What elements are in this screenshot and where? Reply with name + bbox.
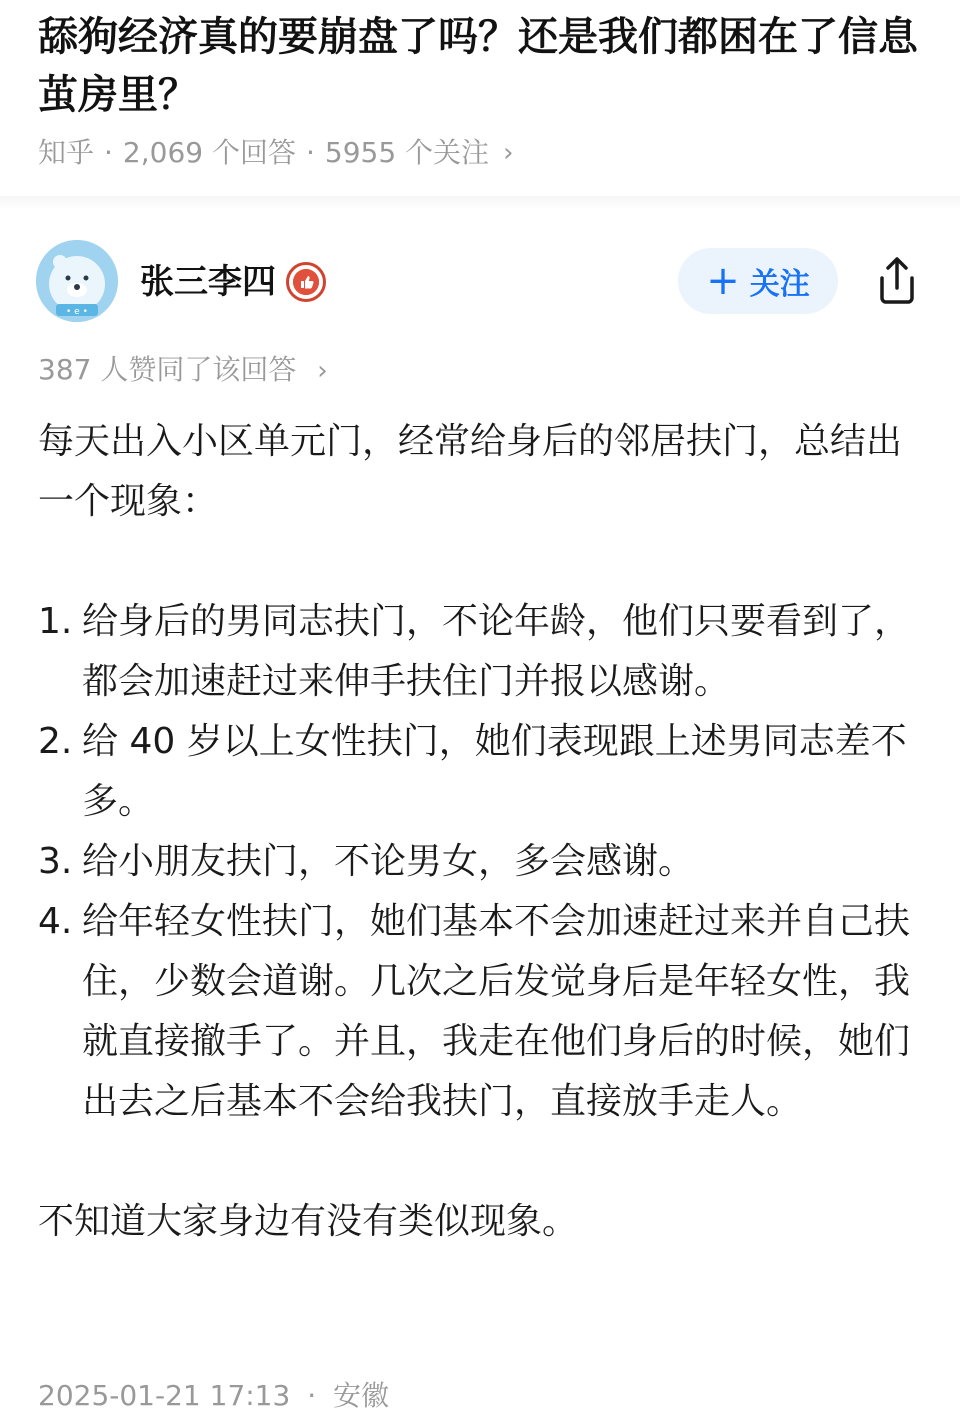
answer-intro: 每天出入小区单元门，经常给身后的邻居扶门，总结出一个现象： <box>38 421 903 522</box>
answer-outro: 不知道大家身边有没有类似现象。 <box>38 1201 579 1242</box>
upvote-text: 387 人赞同了该回答 <box>38 353 297 386</box>
thumbs-up-badge-icon <box>286 262 326 302</box>
plus-icon: + <box>706 258 740 304</box>
separator-dot: · <box>307 1379 317 1412</box>
separator-dot: · <box>104 136 113 169</box>
observation-list <box>38 592 918 1132</box>
answer-date: 2025-01-21 17:13 <box>38 1379 291 1412</box>
separator-dot: · <box>305 136 315 169</box>
answer-location: 安徽 <box>333 1379 390 1412</box>
polar-bear-avatar-icon <box>36 240 118 322</box>
share-button[interactable] <box>872 254 922 306</box>
answer-body <box>38 412 918 1252</box>
list-number: 3. <box>38 841 73 882</box>
list-item <box>38 712 918 832</box>
question-header <box>0 0 960 196</box>
follow-button[interactable] <box>678 248 838 314</box>
answer-footer <box>38 1376 389 1416</box>
list-item <box>38 592 918 712</box>
paragraph-gap <box>38 1132 918 1192</box>
author-name[interactable]: 张三李四 <box>140 262 276 302</box>
upvote-summary[interactable] <box>38 350 328 391</box>
chevron-right-icon: › <box>503 138 514 168</box>
list-text: 给小朋友扶门，不论男女，多会感谢。 <box>82 841 695 882</box>
question-title[interactable]: 舔狗经济真的要崩盘了吗？还是我们都困在了信息茧房里？ <box>38 14 918 118</box>
list-item <box>38 832 918 892</box>
question-meta[interactable] <box>38 133 513 173</box>
paragraph-gap <box>38 532 918 592</box>
follow-label: 关注 <box>749 267 810 302</box>
list-text: 给年轻女性扶门，她们基本不会加速赶过来并自己扶住，少数会道谢。几次之后发觉身后是年轻女性，我就直接撤手了。并且，我走在他们身后的时候，她们出去之后基本不会给我扶门，直接放手走人。 <box>82 901 911 1122</box>
avatar[interactable] <box>36 240 118 322</box>
list-number: 4. <box>38 901 73 942</box>
answers-count: 2,069 个回答 <box>122 136 296 169</box>
badge-core <box>293 269 319 295</box>
list-number: 1. <box>38 601 73 642</box>
list-item <box>38 892 918 1132</box>
thumbs-up-icon <box>293 269 319 295</box>
list-text: 给身后的男同志扶门，不论年龄，他们只要看到了，都会加速赶过来伸手扶住门并报以感谢。 <box>82 601 911 702</box>
author-row <box>0 236 960 326</box>
svg-text:• e •: • e • <box>66 307 88 317</box>
share-icon <box>872 254 922 306</box>
list-text: 给 40 岁以上女性扶门，她们表现跟上述男同志差不多。 <box>82 721 907 822</box>
source-label: 知乎 <box>38 136 95 169</box>
followers-count: 5955 个关注 <box>324 136 490 169</box>
section-divider <box>0 196 960 210</box>
chevron-right-icon: › <box>317 356 328 386</box>
list-number: 2. <box>38 721 73 762</box>
